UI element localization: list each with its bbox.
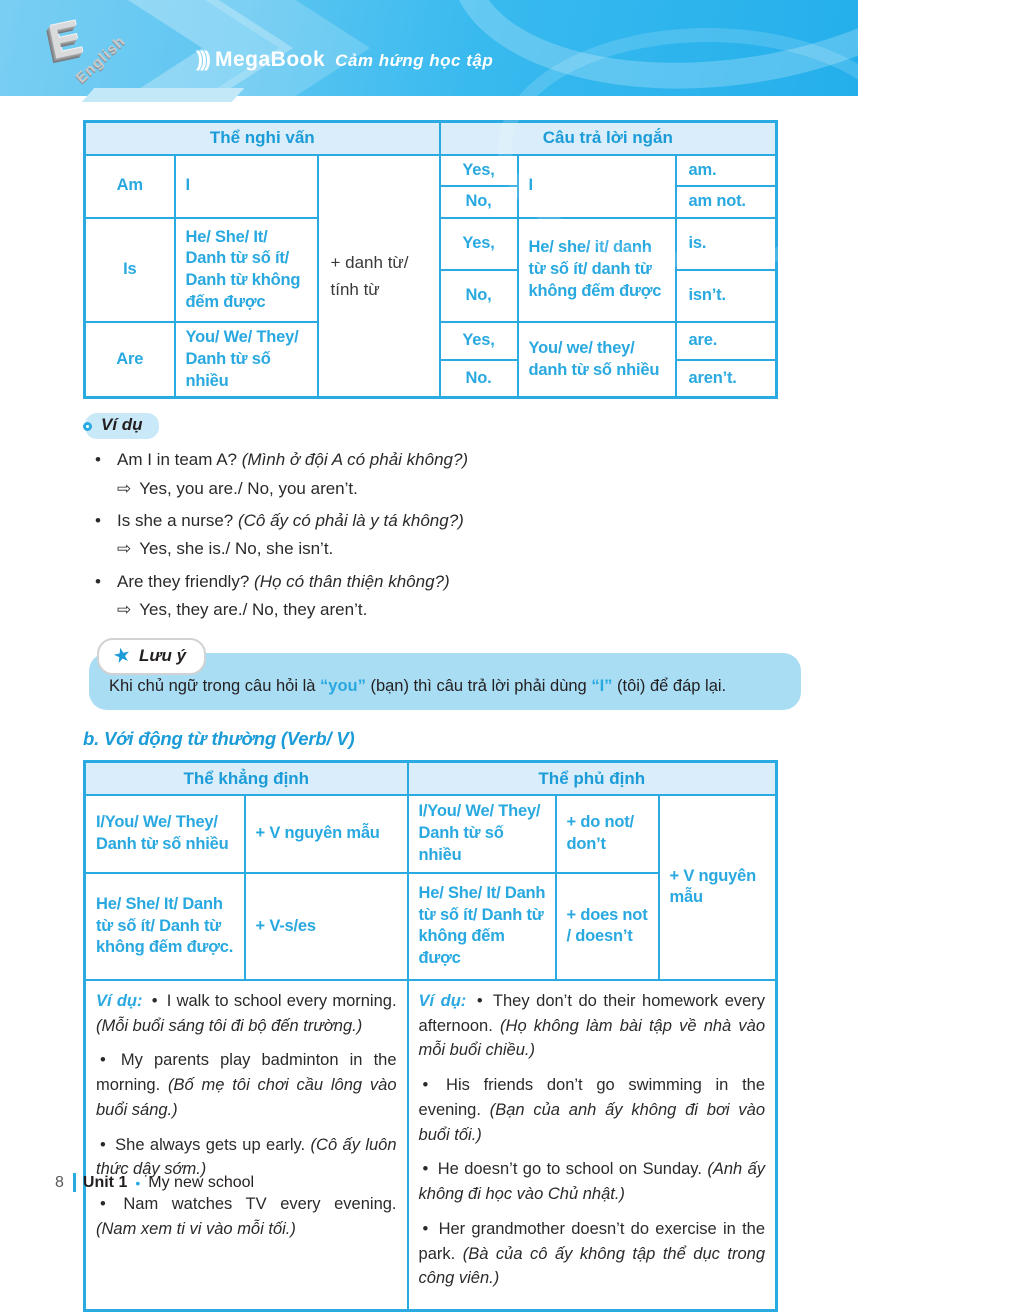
footer-divider <box>73 1173 76 1192</box>
table-cell-no: No. <box>440 360 518 398</box>
bullet-icon: • <box>95 450 101 470</box>
table-cell-no-answer: aren’t. <box>676 360 777 398</box>
table-cell-neg-aux: + do not/ don’t <box>556 795 659 873</box>
example-paragraph: • Her grandmother doesn’t do exercise in the park. (Bà của cô ấy không tập thể dục trong công viên.) <box>418 1219 766 1288</box>
section-b-heading: b. Với động từ thường (Verb/ V) <box>83 728 355 750</box>
brand-logo <box>196 48 493 72</box>
page-header <box>0 0 858 96</box>
column-header-short-answer: Câu trả lời ngắn <box>440 122 777 155</box>
example-item <box>95 447 775 473</box>
table-cell-answer-subject: I <box>518 155 676 219</box>
page-number: 8 <box>55 1173 64 1191</box>
example-paragraph: • My parents play badminton in the morning. (Bố mẹ tôi chơi cầu lông vào buổi sáng.) <box>96 1051 397 1119</box>
bullet-icon: • <box>151 991 158 1010</box>
bullet-icon: • <box>100 1195 106 1214</box>
table-cell-yes: Yes, <box>440 155 518 187</box>
page-content <box>0 120 858 1312</box>
example-paragraph: • She always gets up early. (Cô ấy luôn thức dậy sớm.) <box>96 1135 397 1179</box>
english-logo <box>45 5 136 94</box>
arrow-icon: ⇨ <box>117 600 132 620</box>
note-box <box>89 643 801 710</box>
bullet-icon: • <box>422 1076 429 1095</box>
banner-tail-decoration <box>82 88 245 102</box>
example-paragraph: • His friends don’t go swimming in the evening. (Bạn của anh ấy không đi bơi vào buổi tối.) <box>418 1076 766 1144</box>
table-cell-yes: Yes, <box>440 322 518 360</box>
example-badge: Ví dụ <box>85 413 159 439</box>
table-cell-aux: Am <box>85 155 175 219</box>
brand-name: MegaBook <box>214 48 326 71</box>
unit-title: My new school <box>148 1173 255 1191</box>
column-header-negative: Thể phủ định <box>408 762 777 795</box>
logo-letter: E <box>44 11 87 70</box>
page-footer <box>55 1173 254 1192</box>
swoosh-decoration <box>498 28 918 268</box>
bullet-icon: • <box>95 571 101 591</box>
example-text: Are they friendly? (Họ có thân thiện không?) <box>117 571 450 591</box>
table-cell-neg-verb: + V nguyên mẫu <box>659 795 777 980</box>
example-paragraph: • He doesn’t go to school on Sunday. (Anh ấy không đi học vào Chủ nhật.) <box>418 1160 766 1204</box>
table-cell-complement: + danh từ/ tính từ <box>318 155 440 398</box>
bullet-icon: • <box>95 511 101 531</box>
example-paragraph: Ví dụ: • They don’t do their homework every afternoon. (Họ không làm bài tập về nhà vào mỗi buổi chiều.) <box>418 991 766 1060</box>
table-cell-no-answer: am not. <box>676 186 777 218</box>
table-cell-neg-subject: I/You/ We/ They/ Danh từ số nhiều <box>408 795 556 873</box>
example-item <box>95 508 775 534</box>
ordinary-verb-table <box>83 760 778 1312</box>
bullet-icon: • <box>135 1174 141 1191</box>
example-text: Am I in team A? (Mình ở đội A có phải không?) <box>117 450 469 470</box>
example-paragraph: • Nam watches TV every evening. (Nam xem ti vi vào mỗi tối.) <box>96 1195 397 1238</box>
table-cell-yes-answer: is. <box>676 218 777 270</box>
example-text: Is she a nurse? (Cô ấy có phải là y tá không?) <box>117 511 464 531</box>
note-text: Khi chủ ngữ trong câu hỏi là “you” (bạn) thì câu trả lời phải dùng “I” (tôi) để đáp lại. <box>89 653 801 710</box>
brand-tagline: Cảm hứng học tập <box>335 51 494 70</box>
bullet-icon: • <box>100 1135 106 1154</box>
example-paragraph: Ví dụ: • I walk to school every morning. (Mỗi buổi sáng tôi đi bộ đến trường.) <box>96 991 397 1035</box>
table-cell-aff-verb: + V nguyên mẫu <box>245 795 408 873</box>
highlighted-word-you: “you” <box>320 677 366 696</box>
circle-marker-icon <box>83 422 92 431</box>
bullet-icon: • <box>422 1160 429 1179</box>
table-cell-aff-verb: + V-s/es <box>245 873 408 980</box>
table-cell-aff-subject: I/You/ We/ They/ Danh từ số nhiều <box>85 795 245 873</box>
example-item <box>95 569 775 595</box>
logo-word-label: English <box>72 32 130 87</box>
negative-examples-cell <box>408 980 777 1311</box>
table-cell-yes-answer: am. <box>676 155 777 187</box>
table-cell-answer-subject: You/ we/ they/ danh từ số nhiều <box>518 322 676 398</box>
table-cell-answer-subject: He/ she/ it/ danh từ số ít/ danh từ không đếm được <box>518 218 676 322</box>
table-cell-subject: You/ We/ They/ Danh từ số nhiều <box>175 322 318 398</box>
examples-section <box>83 413 775 623</box>
example-answer: ⇨ Yes, you are./ No, you aren’t. <box>117 478 358 498</box>
example-answer: ⇨ Yes, she is./ No, she isn’t. <box>117 539 334 559</box>
bullet-icon: • <box>100 1051 106 1070</box>
unit-label: Unit 1 <box>82 1173 128 1191</box>
table-cell-aff-subject: He/ She/ It/ Danh từ số ít/ Danh từ không đếm được. <box>85 873 245 980</box>
bullet-icon: • <box>476 991 483 1010</box>
note-tab <box>97 638 206 675</box>
example-answer: ⇨ Yes, they are./ No, they aren’t. <box>117 600 368 620</box>
affirmative-examples-cell <box>82 980 408 1311</box>
table-cell-subject: He/ She/ It/ Danh từ số ít/ Danh từ không đếm được <box>175 218 318 322</box>
arrow-icon: ⇨ <box>117 478 132 498</box>
arrow-icon: ⇨ <box>117 539 132 559</box>
table-cell-no-answer: isn’t. <box>676 270 777 322</box>
column-header-interrogative: Thể nghi vấn <box>85 122 440 155</box>
star-icon: ★ <box>111 643 134 670</box>
highlighted-word-i: “I” <box>591 677 613 696</box>
table-cell-neg-aux: + does not / doesn’t <box>556 873 659 980</box>
bullet-icon: • <box>422 1219 429 1238</box>
column-header-affirmative: Thể khẳng định <box>85 762 408 795</box>
table-cell-yes: Yes, <box>440 218 518 270</box>
triple-arc-icon: ))) <box>196 48 208 71</box>
table-cell-no: No, <box>440 270 518 322</box>
table-cell-yes-answer: are. <box>676 322 777 360</box>
table-cell-aux: Are <box>85 322 175 398</box>
table-cell-no: No, <box>440 186 518 218</box>
table-cell-neg-subject: He/ She/ It/ Danh từ số ít/ Danh từ không đếm được <box>408 873 556 980</box>
example-badge-row <box>83 413 775 439</box>
note-label: Lưu ý <box>138 645 187 665</box>
table-cell-subject: I <box>175 155 318 219</box>
table-cell-aux: Is <box>85 218 175 322</box>
